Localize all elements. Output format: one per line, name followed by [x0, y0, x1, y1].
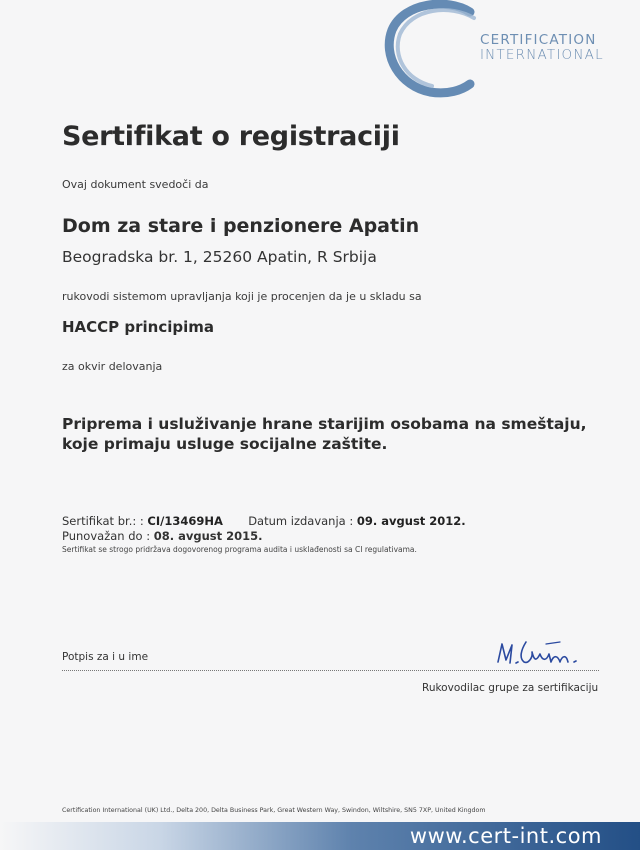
footer-address: Certification International (UK) Ltd., Delta 200, Delta Business Park, Great Western Way, Swindon, Wiltshire, SN5 7XP, United Kingdom: [62, 807, 486, 814]
compliance-note: Sertifikat se strogo pridržava dogovorenog programa audita i usklađenosti sa CI regulativama.: [62, 545, 417, 554]
valid-until-date: 08. avgust 2015.: [153, 529, 263, 543]
website-link[interactable]: www.cert-int.com: [409, 824, 602, 848]
logo-swirl-icon: [378, 0, 488, 100]
logo-line-certification: CERTIFICATION: [480, 32, 597, 48]
cert-number-label: Sertifikat br.: :: [62, 514, 144, 528]
certificate-number-line: [62, 514, 466, 528]
scope-text: Priprema i usluživanje hrane starijim osobama na smeštaju, koje primaju usluge socijalne zaštite.: [62, 415, 587, 453]
certificate-title: Sertifikat o registraciji: [62, 121, 400, 152]
standard-name: HACCP principima: [62, 318, 215, 336]
validity-line: [62, 529, 263, 543]
valid-until-label: Punovažan do :: [62, 529, 151, 543]
issue-date: 09. avgust 2012.: [356, 514, 466, 528]
scope-intro: za okvir delovanja: [62, 360, 163, 373]
signature-label: Potpis za i u ime: [62, 651, 149, 663]
signer-role: Rukovodilac grupe za sertifikaciju: [422, 682, 599, 694]
system-statement: rukovodi sistemom upravljanja koji je procenjen da je u skladu sa: [62, 290, 422, 303]
cert-number: CI/13469HA: [147, 514, 223, 528]
organization-address: Beogradska br. 1, 25260 Apatin, R Srbija: [62, 248, 377, 266]
logo-wordmark: [480, 34, 604, 62]
handwritten-signature: [488, 636, 588, 670]
signature-line: [62, 670, 599, 671]
logo-line-international: INTERNATIONAL: [480, 46, 604, 63]
organization-name: Dom za stare i penzionere Apatin: [62, 215, 420, 237]
issue-date-label: Datum izdavanja :: [248, 514, 354, 528]
footer-bar: [0, 822, 640, 850]
attest-text: Ovaj dokument svedoči da: [62, 178, 209, 191]
